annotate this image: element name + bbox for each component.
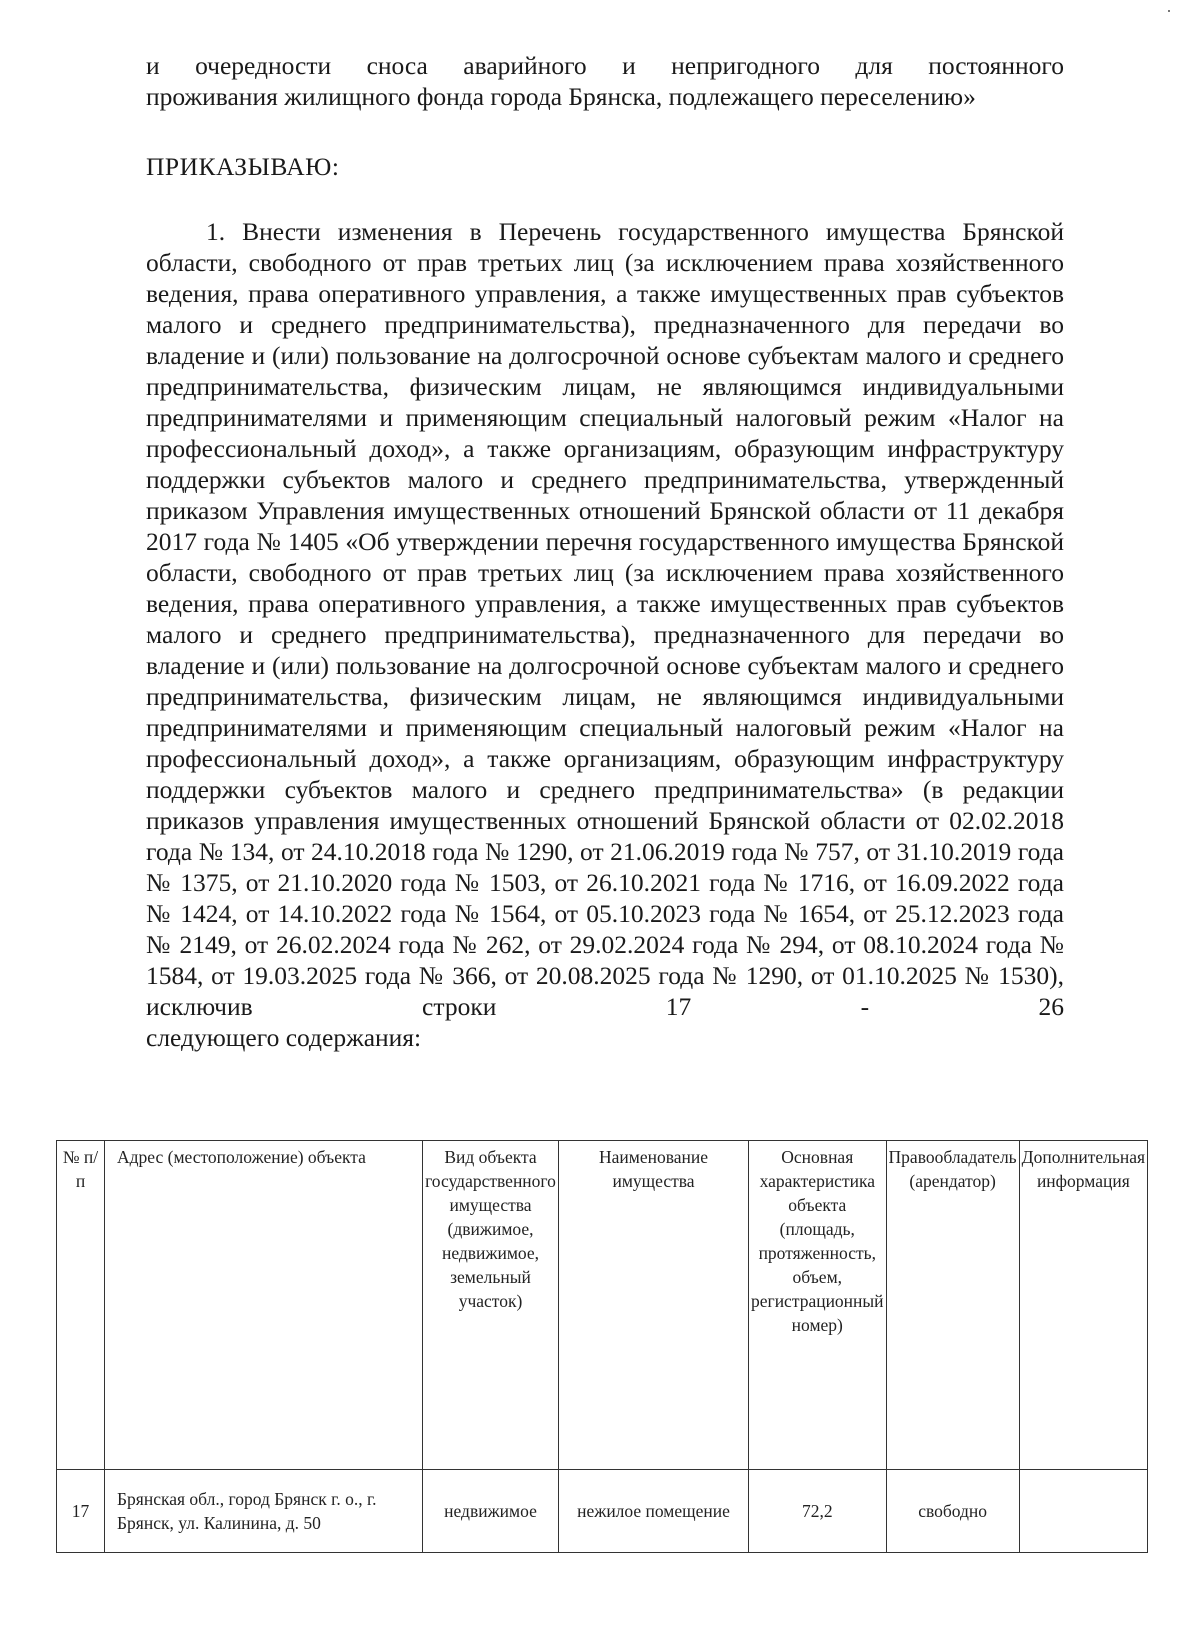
table-header-row bbox=[57, 1141, 1148, 1470]
paragraph-1-tail: следующего содержания: bbox=[146, 1023, 422, 1052]
exclusion-table bbox=[56, 1140, 1148, 1553]
table-row bbox=[57, 1470, 1148, 1553]
intro-line-1: и очередности сноса аварийного и непригодного для постоянного bbox=[146, 51, 1064, 80]
cell-owner: свободно bbox=[886, 1470, 1019, 1553]
header-extra: Дополнительная информация bbox=[1019, 1141, 1147, 1470]
cell-address: Брянская обл., город Брянск г. о., г. Брянск, ул. Калинина, д. 50 bbox=[105, 1470, 423, 1553]
scan-speck bbox=[1168, 10, 1170, 12]
header-num: № п/п bbox=[57, 1141, 105, 1470]
header-name: Наименование имущества bbox=[559, 1141, 749, 1470]
cell-name: нежилое помещение bbox=[559, 1470, 749, 1553]
cell-num: 17 bbox=[57, 1470, 105, 1553]
header-owner: Правообладатель (арендатор) bbox=[886, 1141, 1019, 1470]
paragraph-1: 1. Внести изменения в Перечень государственного имущества Брянской области, свободного от прав третьих лиц (за исключением права хозяйственного ведения, права оперативного управления, а также имущественных прав субъектов малого и среднего предпринимательства), предназначенного для передачи во владение и (или) пользование на долгосрочной основе субъектам малого и среднего предпринимательства, физическим лицам, не являющимся индивидуальными предпринимателями и применяющим специальный налоговый режим «Налог на профессиональный доход», а также организациям, образующим инфраструктуру поддержки субъектов малого и среднего предпринимательства, утвержденный приказом Управления имущественных отношений Брянской области от 11 декабря 2017 года № 1405 «Об утверждении перечня государственного имущества Брянской области, свободного от прав третьих лиц (за исключением права хозяйственного ведения, права оперативного управления, а также имущественных прав субъектов малого и среднего предпринимательства), предназначенного для передачи во владение и (или) пользование на долгосрочной основе субъектам малого и среднего предпринимательства, физическим лицам, не являющимся индивидуальными предпринимателями и применяющим специальный налоговый режим «Налог на профессиональный доход», а также организациям, образующим инфраструктуру поддержки субъектов малого и среднего предпринимательства» (в редакции приказов управления имущественных отношений Брянской области от 02.02.2018 года № 134, от 24.10.2018 года № 1290, от 21.06.2019 года № 757, от 31.10.2019 года № 1375, от 21.10.2020 года № 1503, от 26.10.2021 года № 1716, от 16.09.2022 года № 1424, от 14.10.2022 года № 1564, от 05.10.2023 года № 1654, от 25.12.2023 года № 2149, от 26.02.2024 года № 262, от 29.02.2024 года № 294, от 08.10.2024 года № 1584, от 19.03.2025 года № 366, от 20.08.2025 года № 1290, от 01.10.2025 № 1530), исключив строки 17 - 26 bbox=[146, 217, 1064, 1021]
cell-kind: недвижимое bbox=[423, 1470, 559, 1553]
document-page bbox=[146, 0, 1064, 1053]
cell-characteristic: 72,2 bbox=[749, 1470, 887, 1553]
header-address: Адрес (местоположение) объекта bbox=[105, 1141, 423, 1470]
header-characteristic: Основная характеристика объекта (площадь, протяженность, объем, регистрационный номер) bbox=[749, 1141, 887, 1470]
order-heading: ПРИКАЗЫВАЮ: bbox=[146, 152, 340, 181]
intro-line-2: проживания жилищного фонда города Брянска, подлежащего переселению» bbox=[146, 82, 976, 111]
header-kind: Вид объекта государственного имущества (движимое, недвижимое, земельный участок) bbox=[423, 1141, 559, 1470]
cell-extra bbox=[1019, 1470, 1147, 1553]
